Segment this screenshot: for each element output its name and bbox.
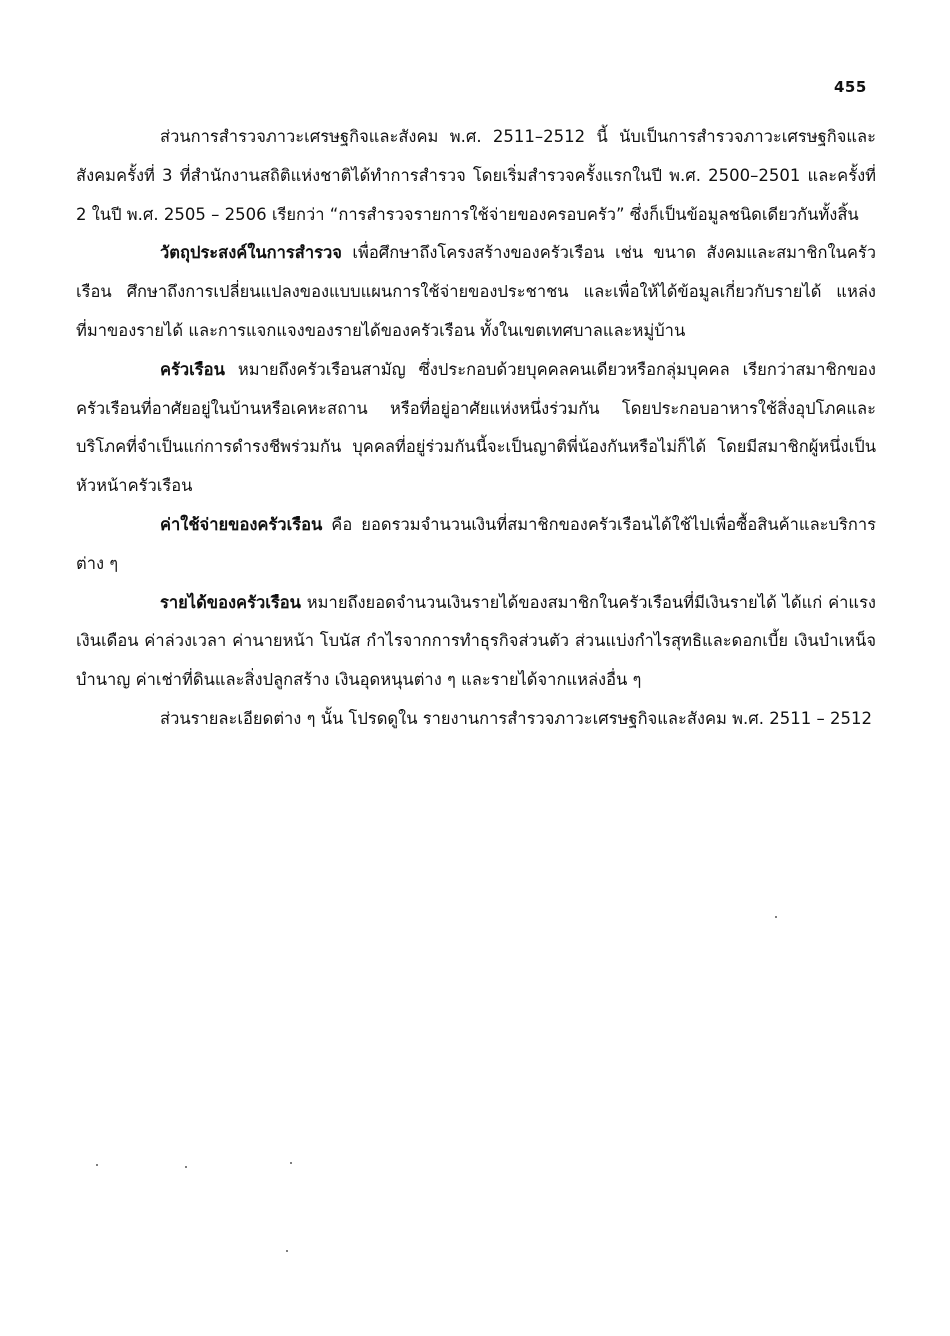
document-body (76, 118, 876, 739)
paragraph-details-reference (76, 700, 876, 739)
paragraph-term: ค่าใช้จ่ายของครัวเรือน (160, 514, 323, 534)
scan-speck (286, 1250, 288, 1252)
paragraph-household-expenditure (76, 506, 876, 584)
scan-speck (775, 916, 777, 918)
paragraph-objectives (76, 234, 876, 350)
paragraph-survey-intro (76, 118, 876, 234)
scan-speck (96, 1164, 98, 1166)
paragraph-term: ครัวเรือน (160, 359, 225, 379)
paragraph-text: ส่วนรายละเอียดต่าง ๆ นั้น โปรดดูใน รายงานการสำรวจภาวะเศรษฐกิจและสังคม พ.ศ. 2511 – 2512 (160, 708, 872, 728)
paragraph-text: เพื่อศึกษาถึงโครงสร้างของครัวเรือน เช่น ขนาด สังคมและสมาชิกในครัวเรือน ศึกษาถึงการเปลี่ยนแปลงของแบบแผนการใช้จ่ายของประชาชน และเพื่อให้ได้ข้อมูลเกี่ยวกับรายได้ แหล่งที่มาของรายได้ และการแจกแจงของรายได้ของครัวเรือน ทั้งในเขตเทศบาลและหมู่บ้าน (76, 243, 876, 340)
scan-speck (290, 1162, 292, 1164)
paragraph-term: วัตถุประสงค์ในการสำรวจ (160, 243, 342, 263)
paragraph-term: รายได้ของครัวเรือน (160, 592, 301, 612)
paragraph-household-definition (76, 351, 876, 506)
paragraph-text: หมายถึงครัวเรือนสามัญ ซึ่งประกอบด้วยบุคคลคนเดียวหรือกลุ่มบุคคล เรียกว่าสมาชิกของครัวเรือนที่อาศัยอยู่ในบ้านหรือเคหะสถาน หรือที่อยู่อาศัยแห่งหนึ่งร่วมกัน โดยประกอบอาหารใช้สิ่งอุปโภคและบริโภคที่จำเป็นแก่การดำรงชีพร่วมกัน บุคคลที่อยู่ร่วมกันนี้จะเป็นญาติพี่น้องกันหรือไม่ก็ได้ โดยมีสมาชิกผู้หนึ่งเป็นหัวหน้าครัวเรือน (76, 359, 876, 496)
paragraph-text: ส่วนการสำรวจภาวะเศรษฐกิจและสังคม พ.ศ. 2511–2512 นี้ นับเป็นการสำรวจภาวะเศรษฐกิจและสังคมครั้งที่ 3 ที่สำนักงานสถิติแห่งชาติได้ทำการสำรวจ โดยเริ่มสำรวจครั้งแรกในปี พ.ศ. 2500–2501 และครั้งที่ 2 ในปี พ.ศ. 2505 – 2506 เรียกว่า “การสำรวจรายการใช้จ่ายของครอบครัว” ซึ่งก็เป็นข้อมูลชนิดเดียวกันทั้งสิ้น (76, 127, 876, 224)
page-number: 455 (834, 78, 867, 96)
paragraph-text: คือ ยอดรวมจำนวนเงินที่สมาชิกของครัวเรือนได้ใช้ไปเพื่อซื้อสินค้าและบริการต่าง ๆ (76, 514, 876, 573)
scan-speck (185, 1166, 187, 1168)
paragraph-text: หมายถึงยอดจำนวนเงินรายได้ของสมาชิกในครัวเรือนที่มีเงินรายได้ ได้แก่ ค่าแรง เงินเดือน ค่าล่วงเวลา ค่านายหน้า โบนัส กำไรจากการทำธุรกิจส่วนตัว ส่วนแบ่งกำไรสุทธิและดอกเบี้ย เงินบำเหน็จบำนาญ ค่าเช่าที่ดินและสิ่งปลูกสร้าง เงินอุดหนุนต่าง ๆ และรายได้จากแหล่งอื่น ๆ (76, 592, 876, 690)
paragraph-household-income (76, 584, 876, 700)
